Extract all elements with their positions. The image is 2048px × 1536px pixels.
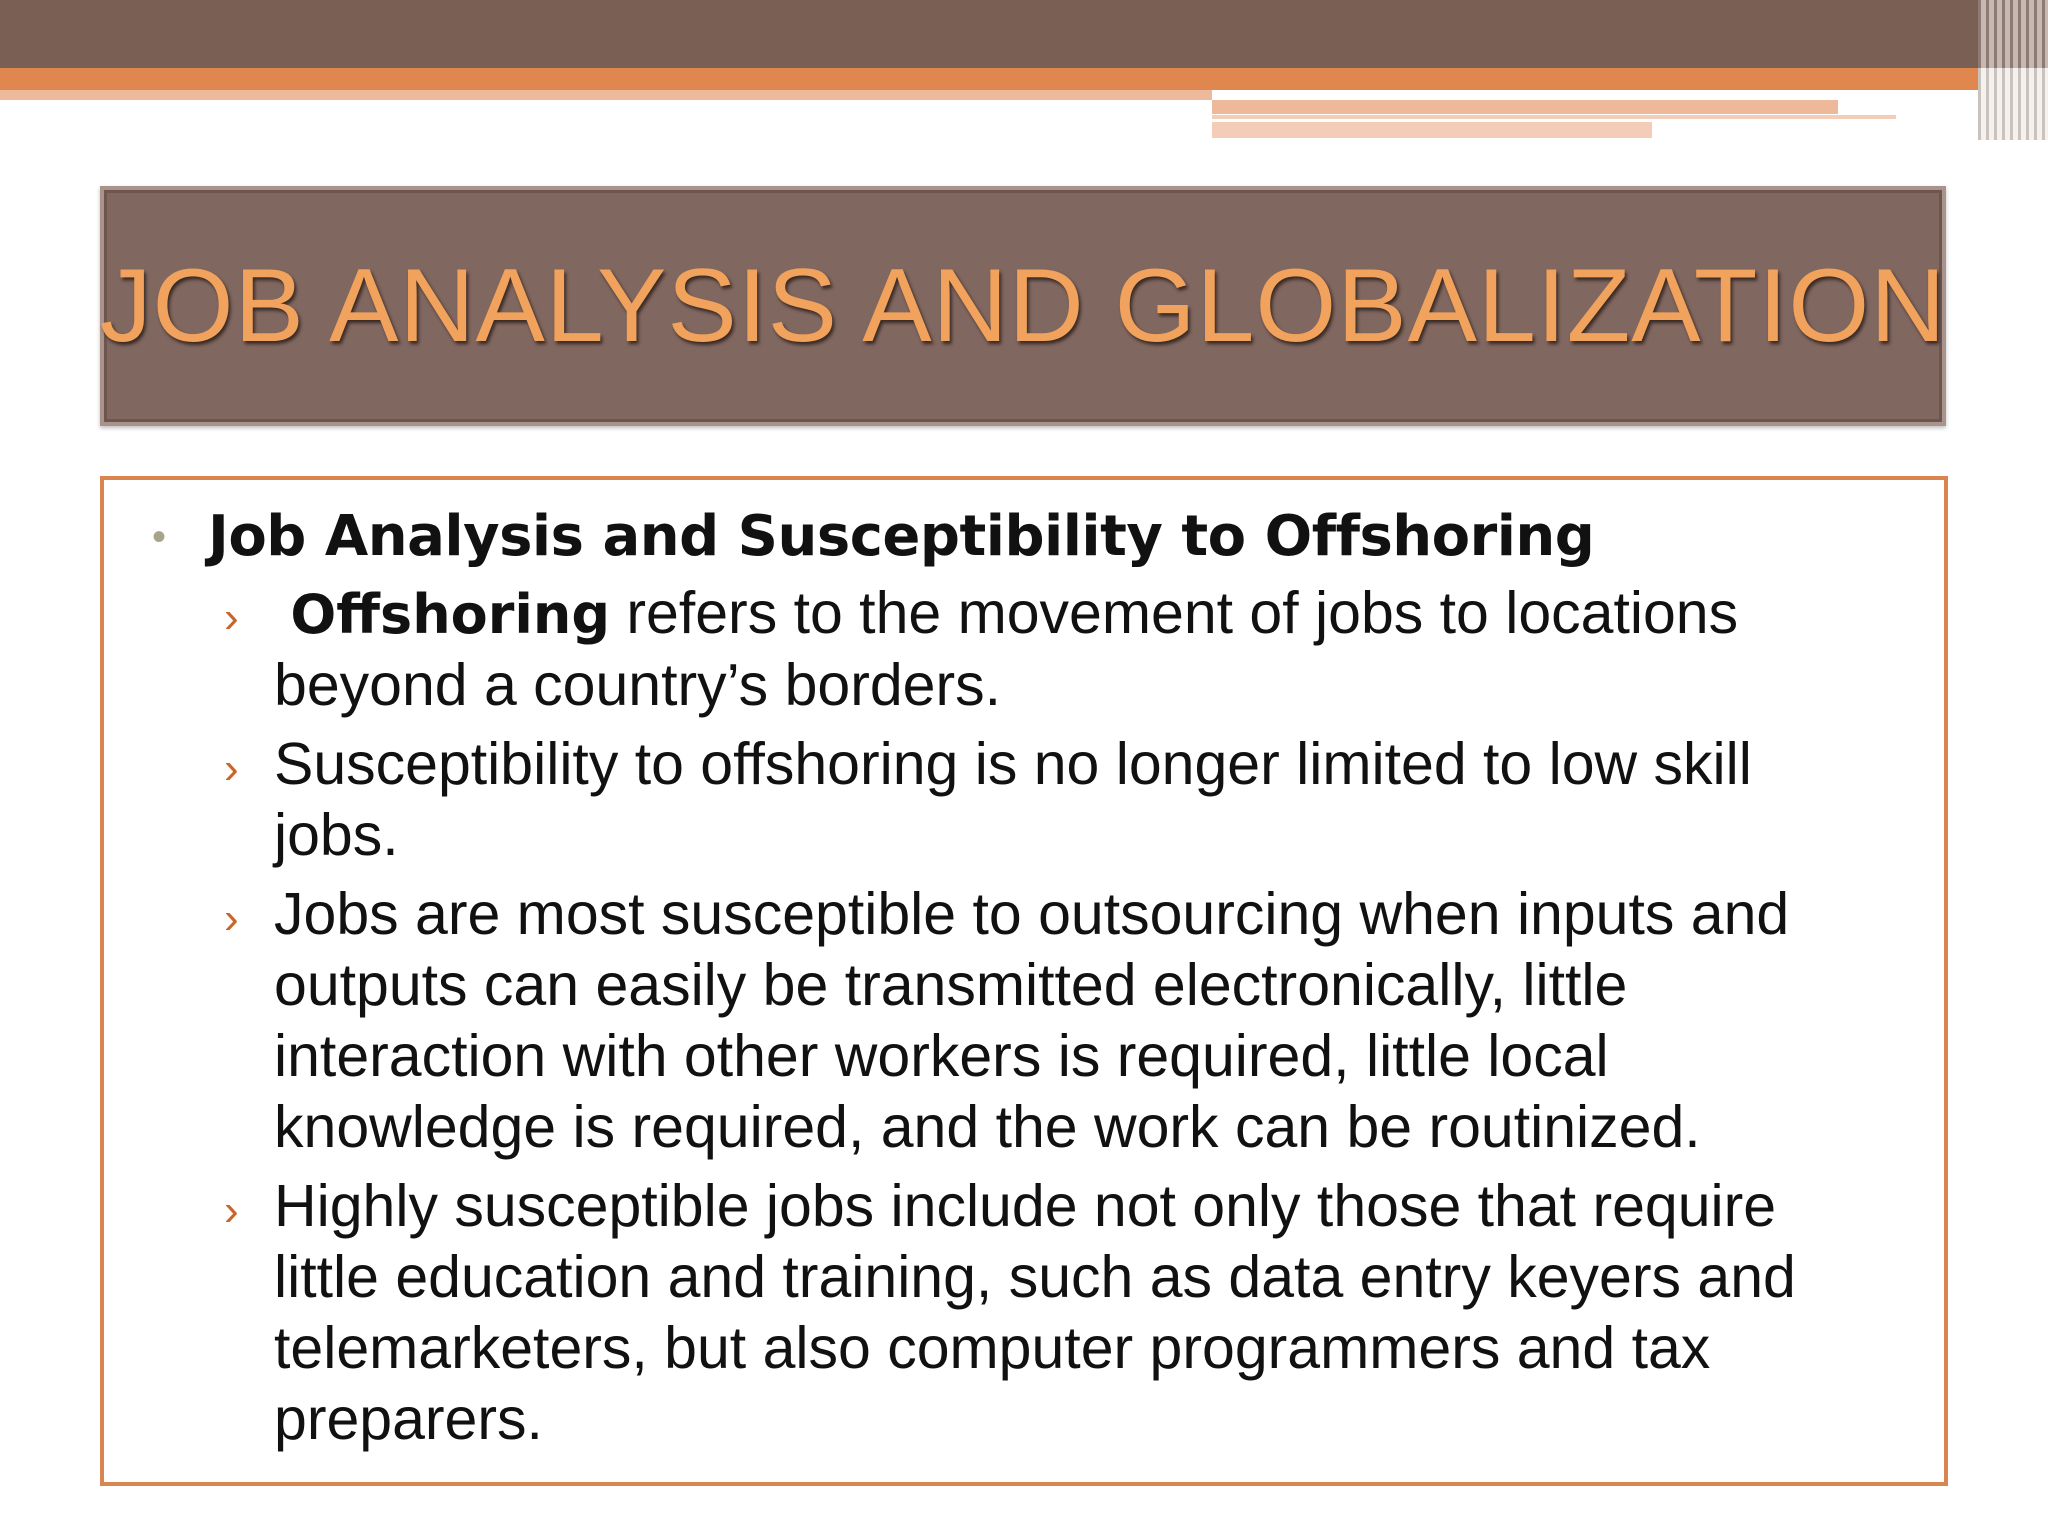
sub-bullet-text: Susceptibility to offshoring is no longer limited to low skill jobs.: [274, 731, 1752, 868]
list-item: [224, 1171, 1904, 1455]
title-banner: [100, 186, 1946, 426]
bold-term: Offshoring: [290, 583, 610, 646]
decorative-stripes-top: [1978, 0, 2048, 68]
sub-bullet-text: Jobs are most susceptible to outsourcing when inputs and outputs can easily be transmitted electronically, little interaction with other workers is required, little local knowledge is required, and the work can be routinized.: [274, 881, 1790, 1160]
sub-bullet-text: [274, 578, 1854, 721]
level1-bullet-item: [152, 496, 1594, 578]
list-item: [224, 729, 1904, 871]
sub-bullet-text: Highly susceptible jobs include not only those that require little education and training, such as data entry keyers and telemarketers, but also computer programmers and tax preparers.: [274, 1173, 1796, 1452]
bullet-heading: Job Analysis and Susceptibility to Offshoring: [208, 504, 1595, 569]
accent-bar-light: [0, 90, 1212, 100]
list-item: [224, 879, 1904, 1163]
accent-bar: [0, 68, 2048, 90]
header-bar: [0, 0, 2048, 68]
accent-line: [1212, 115, 1896, 119]
chevron-right-icon: ›: [224, 894, 239, 943]
chevron-right-icon: ›: [224, 744, 239, 793]
list-item: [224, 578, 1904, 721]
bullet-dot-icon: •: [152, 515, 167, 559]
accent-bar-light-right: [1212, 100, 1838, 114]
content-box: [100, 476, 1948, 1486]
accent-bar-low: [1212, 122, 1652, 138]
sub-bullet-rest: refers to the movement of jobs to locations beyond a country’s borders.: [274, 580, 1739, 718]
slide-title: JOB ANALYSIS AND GLOBALIZATION: [99, 247, 1947, 364]
sub-bullet-list: [224, 578, 1904, 1463]
chevron-right-icon: ›: [224, 1186, 239, 1235]
chevron-right-icon: ›: [224, 593, 239, 642]
